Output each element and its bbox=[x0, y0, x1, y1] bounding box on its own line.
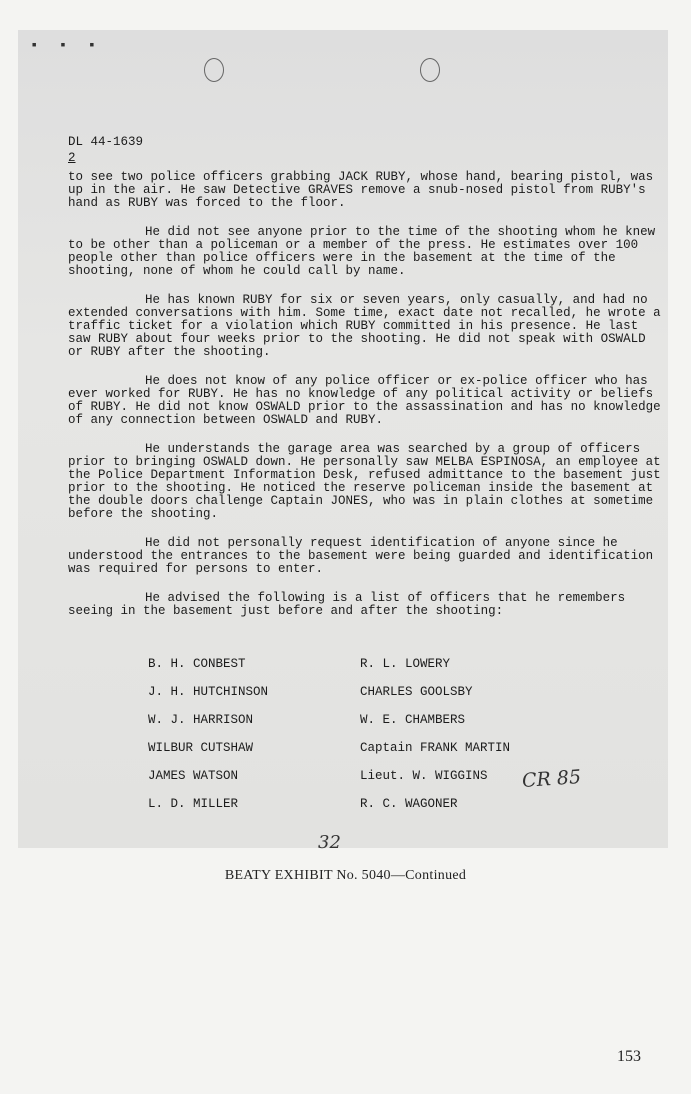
officer-name: WILBUR CUTSHAW bbox=[148, 741, 254, 755]
officer-name: Lieut. W. WIGGINS bbox=[360, 769, 488, 783]
officer-name: W. E. CHAMBERS bbox=[360, 713, 466, 727]
officer-name: JAMES WATSON bbox=[148, 769, 239, 783]
officer-name: R. C. WAGONER bbox=[360, 797, 458, 811]
paragraph: He has known RUBY for six or seven years, only casually, and had no extended conversations with him. Some time, exact date not recalled, he wrote a traffic ticket for a violation which RUBY committed in his presence. He last saw RUBY about four weeks prior to the shooting. He did not speak with OSWALD or RUBY after the shooting. bbox=[68, 293, 669, 359]
officer-name: W. J. HARRISON bbox=[148, 713, 254, 727]
officer-name: Captain FRANK MARTIN bbox=[360, 741, 511, 755]
scan-specks: ▪ ▪ ▪ bbox=[30, 38, 103, 54]
officer-name: L. D. MILLER bbox=[148, 797, 239, 811]
officer-name: J. H. HUTCHINSON bbox=[148, 685, 269, 699]
exhibit-caption: BEATY EXHIBIT No. 5040—Continued bbox=[224, 868, 467, 883]
handwritten-mark: CR 85 bbox=[521, 765, 582, 793]
paragraph: to see two police officers grabbing JACK RUBY, whose hand, bearing pistol, was up in the air. He saw Detective GRAVES remove a snub-nosed pistol from RUBY's hand as RUBY was forced to the floor. bbox=[68, 170, 661, 210]
officer-name: R. L. LOWERY bbox=[360, 657, 451, 671]
punch-hole-right bbox=[420, 58, 440, 82]
punch-hole-left bbox=[204, 58, 224, 82]
file-number: DL 44-1639 bbox=[68, 135, 144, 149]
handwritten-mark: 32 bbox=[318, 832, 341, 853]
document-body bbox=[68, 171, 668, 634]
paragraph: He understands the garage area was searched by a group of officers prior to bringing OSWALD down. He personally saw MELBA ESPINOSA, an employee at the Police Department Information Desk, refused admittance to the basement just prior to the shooting. He noticed the reserve policeman inside the basement at the double doors challenge Captain JONES, who was in plain clothes at sometime before the shooting. bbox=[68, 442, 669, 521]
document-header bbox=[68, 134, 143, 166]
page-number: 153 bbox=[617, 1048, 641, 1065]
paragraph: He did not see anyone prior to the time of the shooting whom he knew to be other than a policeman or a member of the press. He estimates over 100 people other than police officers were in the basement at the time of the shooting, none of whom he could call by name. bbox=[68, 225, 663, 278]
paragraph: He advised the following is a list of officers that he remembers seeing in the basement just before and after the shooting: bbox=[68, 591, 633, 618]
paragraph: He did not personally request identification of anyone since he understood the entrances to the basement were being guarded and identification was required for persons to enter. bbox=[68, 536, 661, 576]
officer-name: B. H. CONBEST bbox=[148, 657, 246, 671]
officer-name: CHARLES GOOLSBY bbox=[360, 685, 473, 699]
header-page-number: 2 bbox=[68, 151, 76, 165]
officer-list bbox=[148, 657, 568, 811]
paragraph: He does not know of any police officer or ex-police officer who has ever worked for RUBY. He has no knowledge of any political activity or beliefs of RUBY. He did not know OSWALD prior to the assassination and has no knowledge of any connection between OSWALD and RUBY. bbox=[68, 374, 669, 427]
